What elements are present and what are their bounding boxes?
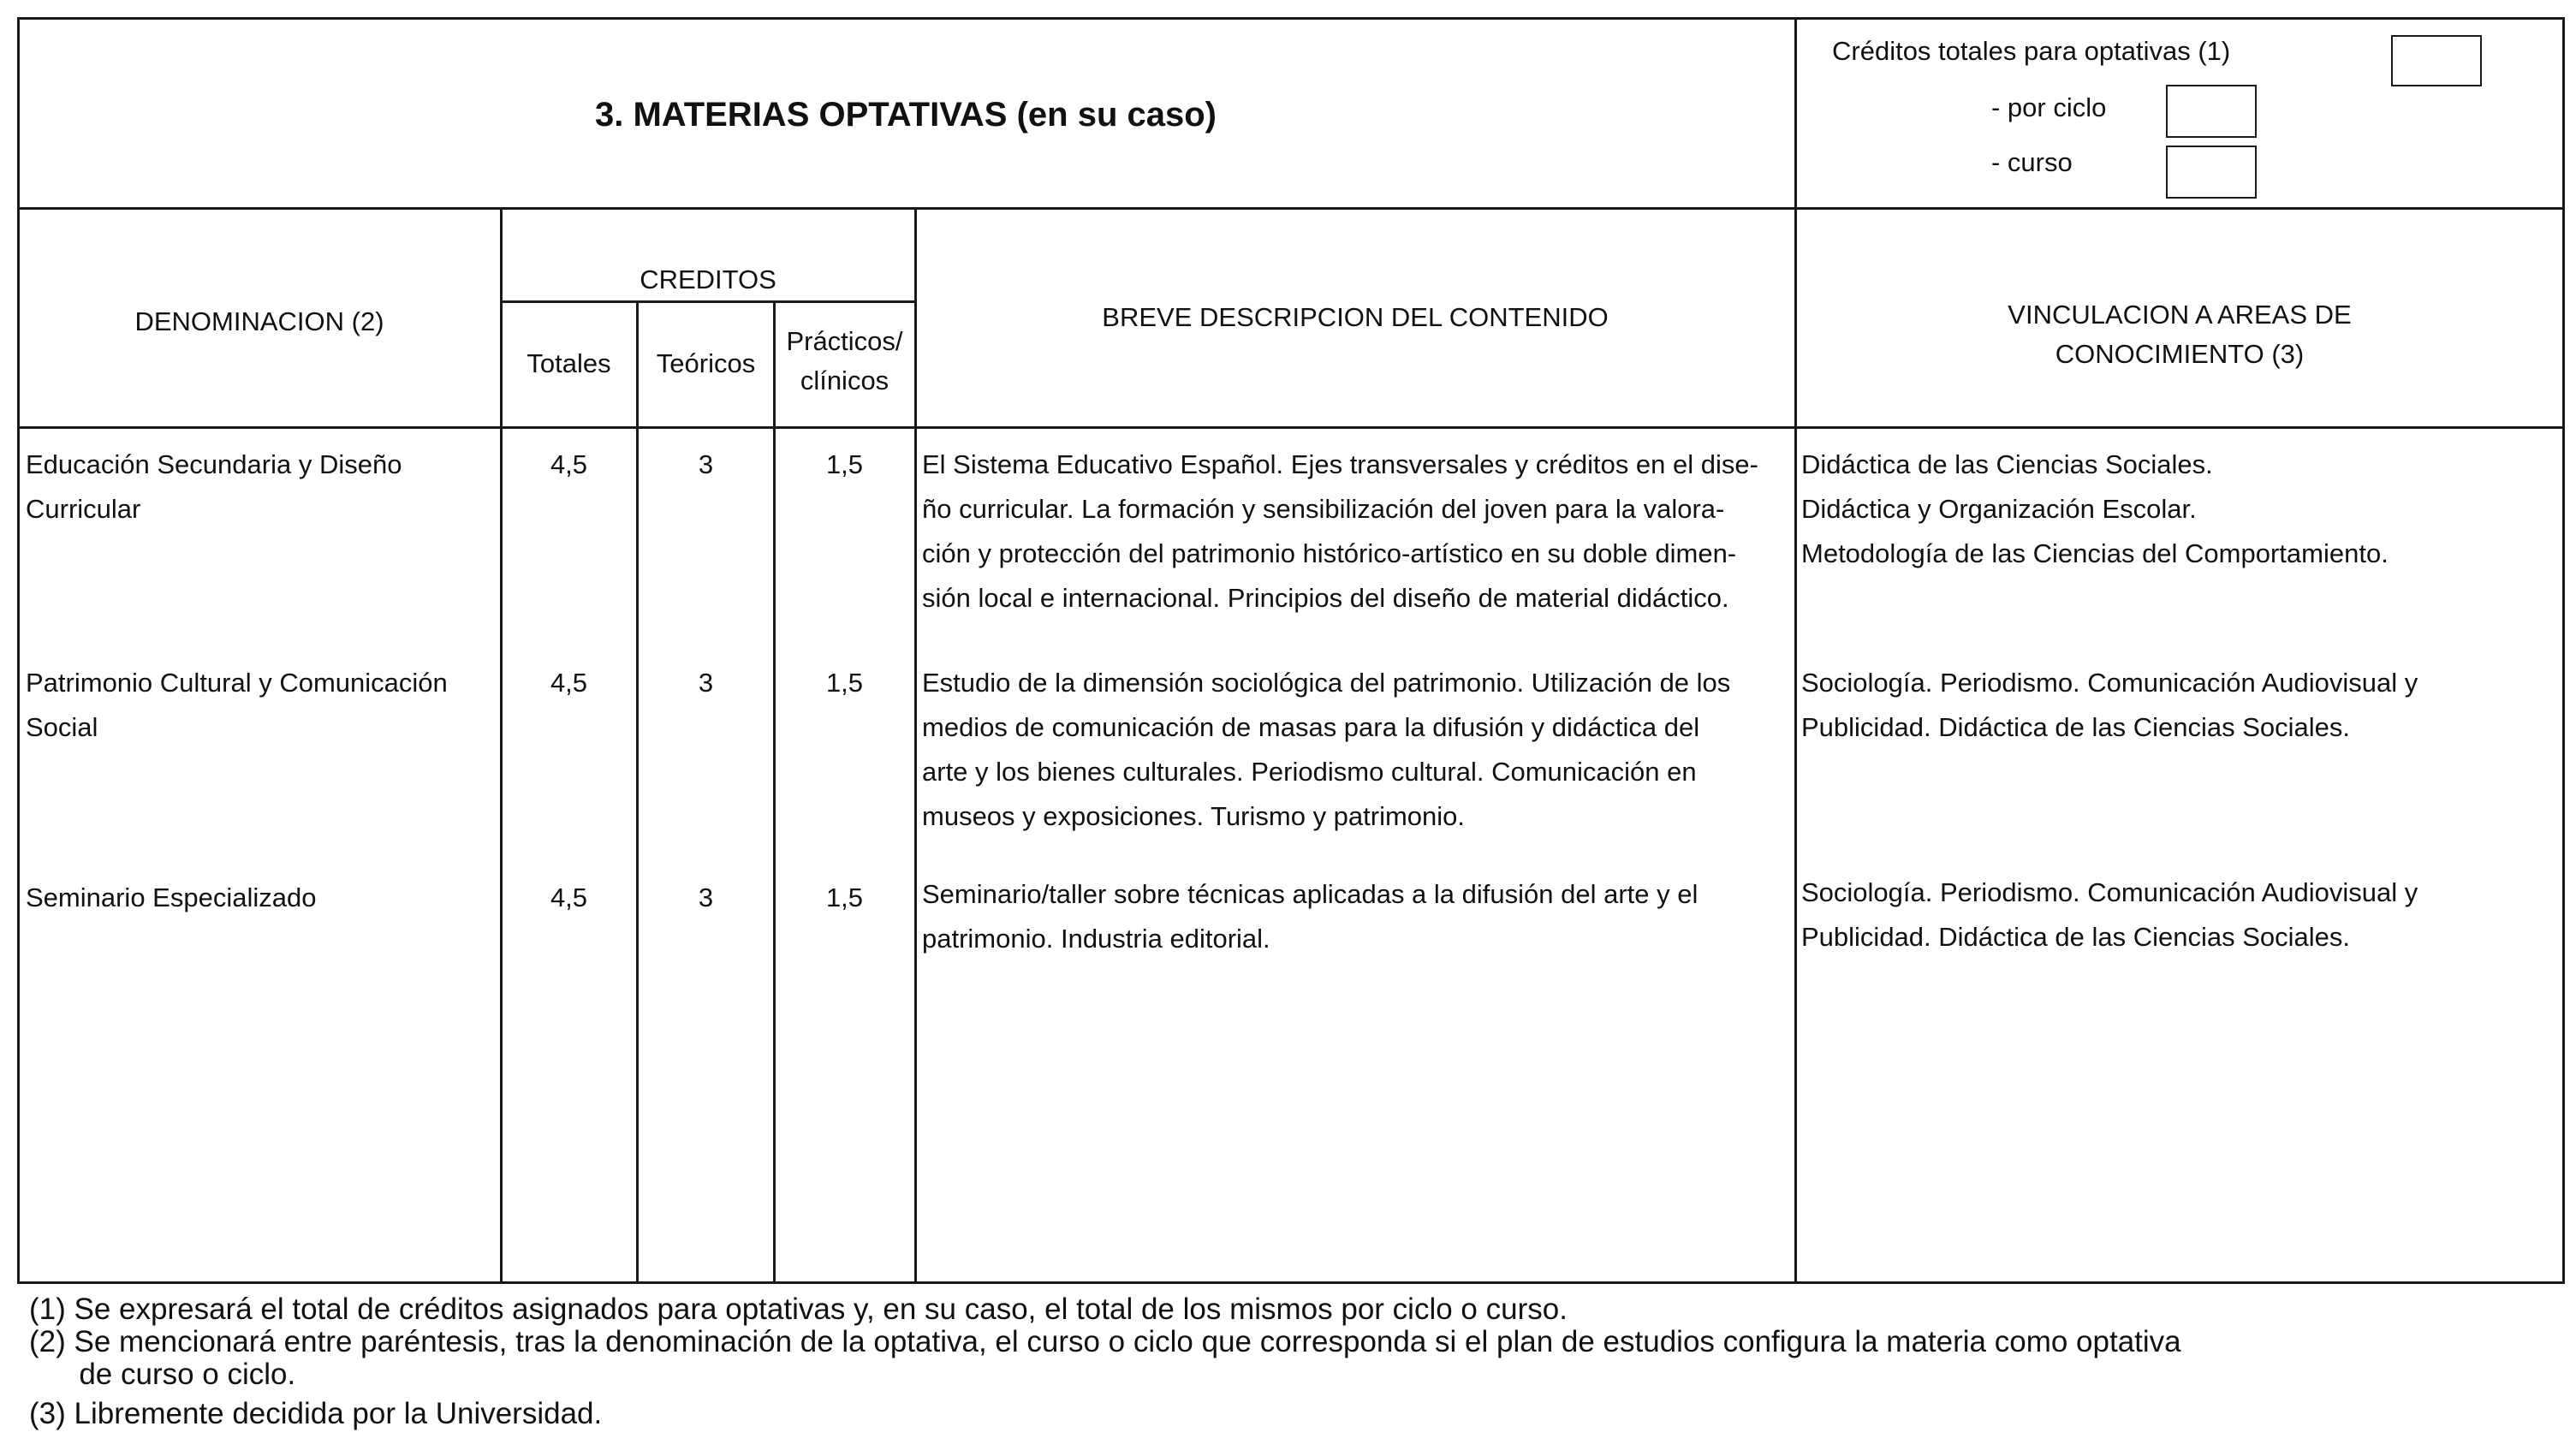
column-header-bottom-line xyxy=(17,426,2565,429)
areas-header-line1: VINCULACION A AREAS DE xyxy=(2008,300,2352,330)
credits-total-label: Créditos totales para optativas (1) xyxy=(1832,36,2231,66)
description-line: ño curricular. La formación y sensibilización del joven para la valora- xyxy=(922,494,1725,524)
credits-totals: 4,5 xyxy=(550,883,588,912)
description-line: sión local e internacional. Principios del diseño de material didáctico. xyxy=(922,583,1729,613)
course-box[interactable] xyxy=(2166,146,2257,199)
course-label: - curso xyxy=(1991,147,2073,177)
description-line: patrimonio. Industria editorial. xyxy=(922,924,1270,954)
credits-theoretical: 3 xyxy=(698,668,714,698)
area-line: Publicidad. Didáctica de las Ciencias Sociales. xyxy=(1801,922,2350,952)
credits-practical: 1,5 xyxy=(825,668,864,698)
subject-name-line: Seminario Especializado xyxy=(26,883,317,912)
divider-practical-description xyxy=(914,207,917,1284)
area-line: Metodología de las Ciencias del Comportamiento. xyxy=(1801,538,2389,568)
credits-header: CREDITOS xyxy=(640,264,776,294)
credits-practical: 1,5 xyxy=(825,883,864,912)
footnote: de curso o ciclo. xyxy=(29,1358,296,1391)
subject-name-line: Patrimonio Cultural y Comunicación xyxy=(26,668,448,698)
theoretical-header: Teóricos xyxy=(656,348,756,378)
frame-bottom-border xyxy=(17,1281,2565,1284)
denomination-header: DENOMINACION (2) xyxy=(134,306,384,336)
per-cycle-box[interactable] xyxy=(2166,85,2257,138)
page-title: 3. MATERIAS OPTATIVAS (en su caso) xyxy=(594,96,1217,134)
description-line: Estudio de la dimensión sociológica del patrimonio. Utilización de los xyxy=(922,668,1731,698)
credits-theoretical: 3 xyxy=(698,449,714,479)
credits-totals: 4,5 xyxy=(550,449,588,479)
area-line: Sociología. Periodismo. Comunicación Audiovisual y xyxy=(1801,877,2418,907)
area-line: Publicidad. Didáctica de las Ciencias Sociales. xyxy=(1801,712,2350,742)
credits-theoretical: 3 xyxy=(698,883,714,912)
practical-header-line1: Prácticos/ xyxy=(786,326,903,356)
subject-name-line: Curricular xyxy=(26,494,141,524)
header-divider xyxy=(1794,17,1797,208)
footnote: (2) Se mencionará entre paréntesis, tras la denominación de la optativa, el curso o ciclo que corresponda si el plan de estudios configura la materia como optativa xyxy=(29,1325,2181,1358)
credits-totals: 4,5 xyxy=(550,668,588,698)
footnote: (3) Libremente decidida por la Universidad. xyxy=(29,1397,603,1430)
description-line: medios de comunicación de masas para la difusión y didáctica del xyxy=(922,712,1700,742)
description-line: Seminario/taller sobre técnicas aplicadas a la difusión del arte y el xyxy=(922,879,1698,909)
area-line: Didáctica y Organización Escolar. xyxy=(1801,494,2197,524)
footnote: (1) Se expresará el total de créditos asignados para optativas y, en su caso, el total de los mismos por ciclo o curso. xyxy=(29,1293,1568,1326)
credits-practical: 1,5 xyxy=(825,449,864,479)
description-line: El Sistema Educativo Español. Ejes transversales y créditos en el dise- xyxy=(922,449,1758,479)
areas-header-line2: CONOCIMIENTO (3) xyxy=(2055,339,2305,369)
description-line: ción y protección del patrimonio histórico-artístico en su doble dimen- xyxy=(922,538,1737,568)
description-header: BREVE DESCRIPCION DEL CONTENIDO xyxy=(1102,302,1609,332)
area-line: Sociología. Periodismo. Comunicación Audiovisual y xyxy=(1801,668,2418,698)
subject-name-line: Educación Secundaria y Diseño xyxy=(26,449,402,479)
description-line: arte y los bienes culturales. Periodismo cultural. Comunicación en xyxy=(922,757,1697,787)
totals-header: Totales xyxy=(527,348,611,378)
area-line: Didáctica de las Ciencias Sociales. xyxy=(1801,449,2213,479)
per-cycle-label: - por ciclo xyxy=(1991,92,2107,122)
frame-top-border xyxy=(17,17,2565,20)
practical-header-line2: clínicos xyxy=(800,365,889,395)
header-bottom-line xyxy=(17,207,2565,210)
credits-total-box[interactable] xyxy=(2391,35,2482,86)
subject-name-line: Social xyxy=(26,712,98,742)
description-line: museos y exposiciones. Turismo y patrimonio. xyxy=(922,801,1466,831)
